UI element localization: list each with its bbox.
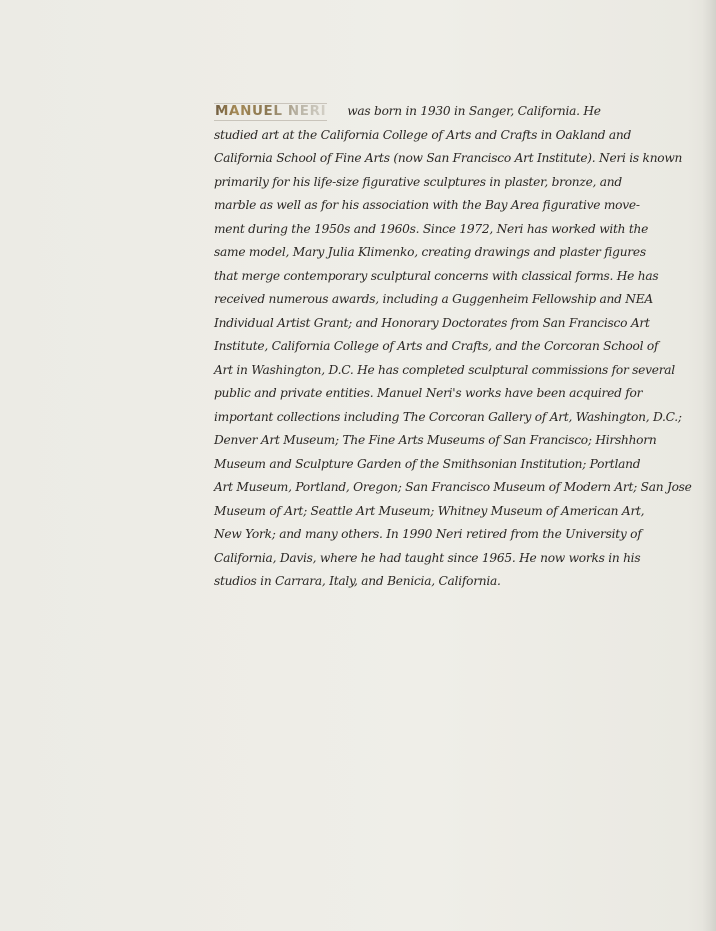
text-line-13: public and private entities. Manuel Neri's works have been acquired for (214, 386, 643, 400)
text-line-6: ment during the 1950s and 1960s. Since 1972, Neri has worked with the (214, 221, 649, 236)
text-line-3: California School of Fine Arts (now San Francisco Art Institute). Neri is known (214, 151, 683, 165)
text-line-17: Art Museum, Portland, Oregon; San Francisco Museum of Modern Art; San Jose (214, 480, 692, 494)
text-line-1 (214, 100, 638, 124)
text-line-5: marble as well as for his association with the Bay Area figurative move- (214, 198, 640, 212)
text-line-15: Denver Art Museum; The Fine Arts Museums of San Francisco; Hirshhorn (214, 433, 657, 447)
text-line-1-content: was born in 1930 in Sanger, California. He (347, 104, 601, 118)
text-line-12: Art in Washington, D.C. He has completed sculptural commissions for several (214, 362, 675, 377)
text-line-2: studied art at the California College of Arts and Crafts in Oakland and (214, 127, 632, 142)
text-line-8: that merge contemporary sculptural concerns with classical forms. He has (214, 268, 659, 283)
artist-name-heading: MANUEL NERI (214, 100, 327, 124)
text-line-21: studios in Carrara, Italy, and Benicia, California. (214, 574, 501, 588)
text-line-7: same model, Mary Julia Klimenko, creating drawings and plaster figures (214, 245, 646, 259)
text-line-18: Museum of Art; Seattle Art Museum; Whitney Museum of American Art, (214, 503, 645, 518)
page-edge-shadow (702, 0, 716, 931)
biography-text (214, 100, 692, 594)
text-line-14: important collections including The Corcoran Gallery of Art, Washington, D.C.; (214, 409, 682, 424)
text-line-19: New York; and many others. In 1990 Neri retired from the University of (214, 527, 642, 541)
text-line-16: Museum and Sculpture Garden of the Smithsonian Institution; Portland (214, 456, 641, 471)
text-line-10: Individual Artist Grant; and Honorary Doctorates from San Francisco Art (214, 315, 650, 330)
text-line-4: primarily for his life-size figurative sculptures in plaster, bronze, and (214, 174, 622, 189)
text-line-9: received numerous awards, including a Guggenheim Fellowship and NEA (214, 292, 653, 306)
text-line-20: California, Davis, where he had taught since 1965. He now works in his (214, 550, 641, 565)
text-line-11: Institute, California College of Arts and Crafts, and the Corcoran School of (214, 339, 659, 353)
